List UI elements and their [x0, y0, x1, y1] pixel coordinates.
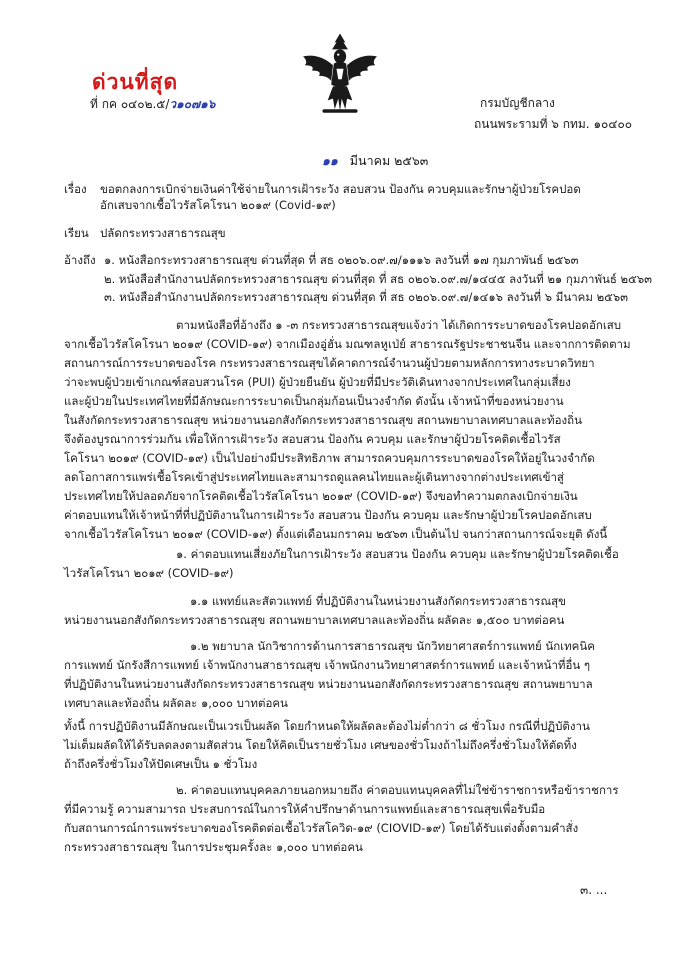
body-line: ที่มีความรู้ ความสามารถ ประสบการณ์ในการให้คำปรึกษาด้านการแพทย์และสาธารณสุขเพื่อรับมือ — [64, 802, 546, 816]
body-line: ถ้าถึงครึ่งชั่วโมงให้ปัดเศษเป็น ๑ ชั่วโมง — [64, 757, 258, 771]
body-line: ๑.๒ พยาบาล นักวิชาการด้านการสาธารณสุข นักวิทยาศาสตร์การแพทย์ นักเทคนิค — [190, 639, 595, 653]
urgent-stamp: ด่วนที่สุด — [92, 70, 179, 94]
reference-item: ๑. หนังสือกระทรวงสาธารณสุข ด่วนที่สุด ที่ สธ ๐๒๐๖.๐๙.๗/๑๑๑๖ ลงวันที่ ๑๗ กุมภาพันธ์ ๒๕๖๓ — [104, 253, 579, 267]
body-line: จากเชื้อไวรัสโคโรนา ๒๐๑๙ (COVID-๑๙) จากเมืองอู่ฮั่น มณฑลหูเป่ย์ สาธารณรัฐประชาชนจีน และจากการติดตาม — [64, 337, 631, 351]
body-line: โคโรนา ๒๐๑๙ (COVID-๑๙) เป็นไปอย่างมีประสิทธิภาพ สามารถควบคุมการระบาดของโรคให้อยู่ในวงจำกัด — [64, 451, 595, 465]
document-number-printed: ที่ กค ๐๔๐๒.๕/ — [90, 97, 170, 111]
subject-line-2: อักเสบจากเชื้อไวรัสโคโรนา ๒๐๑๙ (Covid-๑๙) — [100, 198, 336, 212]
body-line: ทั้งนี้ การปฏิบัติงานมีลักษณะเป็นเวรเป็นผลัด โดยกำหนดให้ผลัดละต้องไม่ต่ำกว่า ๘ ชั่วโมง กรณีที่ปฏิบัติงาน — [64, 719, 590, 733]
reference-item: ๒. หนังสือสำนักงานปลัดกระทรวงสาธารณสุข ด่วนที่สุด ที่ สธ ๐๒๐๖.๐๙.๗/๑๔๔๕ ลงวันที่ ๒๑ กุมภาพันธ์ ๒๕๖๓ — [104, 272, 653, 286]
subject-line-1: ขอตกลงการเบิกจ่ายเงินค่าใช้จ่ายในการเฝ้าระวัง สอบสวน ป้องกัน ควบคุมและรักษาผู้ป่วยโรคปอด — [100, 182, 581, 196]
document-number-handwritten: ว๑๐๗๑๖ — [169, 97, 216, 111]
document-number — [90, 95, 215, 114]
body-line: กระทรวงสาธารณสุข ในการประชุมครั้งละ ๑,๐๐๐ บาทต่อคน — [64, 840, 363, 854]
body-line: ไวรัสโคโรนา ๒๐๑๙ (COVID-๑๙) — [64, 566, 234, 580]
body-line: ลดโอกาสการแพร่เชื้อโรคเข้าสู่ประเทศไทยและสามารถดูแลคนไทยและผู้เดินทางจากต่างประเทศเข้าสู่ — [64, 470, 564, 484]
references-label: อ้างถึง — [64, 253, 96, 267]
subject-label: เรื่อง — [64, 182, 87, 196]
body-line: จากเชื้อไวรัสโคโรนา ๒๐๑๙ (COVID-๑๙) ตั้งแต่เดือนมกราคม ๒๕๖๓ เป็นต้นไป จนกว่าสถานการณ์จะยุติ ดังนี้ — [64, 527, 608, 541]
body-line: ค่าตอบแทนให้เจ้าหน้าที่ที่ปฏิบัติงานในการเฝ้าระวัง สอบสวน ป้องกัน ควบคุม และรักษาผู้ป่วยโรคปอดอักเสบ — [64, 508, 592, 522]
reference-item: ๓. หนังสือสำนักงานปลัดกระทรวงสาธารณสุข ด่วนที่สุด ที่ สธ ๐๒๐๖.๐๙.๗/๑๔๑๖ ลงวันที่ ๖ มีนาคม ๒๕๖๓ — [104, 290, 629, 304]
body-line: ๑.๑ แพทย์และสัตวแพทย์ ที่ปฏิบัติงานในหน่วยงานสังกัดกระทรวงสาธารณสุข — [190, 594, 567, 608]
date-month-year: มีนาคม ๒๕๖๓ — [349, 153, 429, 168]
body-line: ว่าจะพบผู้ป่วยเข้าเกณฑ์สอบสวนโรค (PUI) ผู้ป่วยยืนยัน ผู้ป่วยที่มีประวัติเดินทางจากประเทศในกลุ่มเสี่ยง — [64, 375, 571, 389]
continuation-mark: ๓. ... — [580, 883, 608, 897]
body-line: กับสถานการณ์การแพร่ระบาดของโรคติดต่อเชื้อไวรัสโควิด-๑๙ (CIOVID-๑๙) โดยได้รับแต่งตั้งตามคำสั่ง — [64, 821, 579, 835]
body-line: หน่วยงานนอกสังกัดกระทรวงสาธารณสุข สถานพยาบาลเทศบาลและท้องถิ่น ผลัดละ ๑,๕๐๐ บาทต่อคน — [64, 613, 565, 627]
body-line: สถานการณ์การระบาดของโรค กระทรวงสาธารณสุขได้คาดการณ์จำนวนผู้ป่วยตามหลักการทางระบาดวิทยา — [64, 356, 595, 370]
body-line: ไม่เต็มผลัดให้ได้รับลดลงตามสัดส่วน โดยให้คิดเป็นรายชั่วโมง เศษของชั่วโมงถ้าไม่ถึงครึ่งชั่วโมงให้ตัดทิ้ง — [64, 738, 577, 752]
recipient-text: ปลัดกระทรวงสาธารณสุข — [100, 226, 226, 240]
body-line: ๑. ค่าตอบแทนเสี่ยงภัยในการเฝ้าระวัง สอบสวน ป้องกัน ควบคุม และรักษาผู้ป่วยโรคติดเชื้อ — [176, 547, 619, 561]
body-line: ตามหนังสือที่อ้างถึง ๑ -๓ กระทรวงสาธารณสุขแจ้งว่า ได้เกิดการระบาดของโรคปอดอักเสบ — [176, 318, 622, 332]
date-day: ๑๑ — [322, 153, 338, 168]
body-line: ที่ปฏิบัติงานในหน่วยงานสังกัดกระทรวงสาธารณสุข หน่วยงานนอกสังกัดกระทรวงสาธารณสุข สถานพยาบาล — [64, 677, 593, 691]
sender-address: ถนนพระรามที่ ๖ กทม. ๑๐๔๐๐ — [474, 117, 633, 131]
body-line: ประเทศไทยให้ปลอดภัยจากโรคติดเชื้อไวรัสโคโรนา ๒๐๑๙ (COVID-๑๙) จึงขอทำความตกลงเบิกจ่ายเงิน — [64, 489, 578, 503]
recipient-label: เรียน — [64, 226, 89, 240]
body-line: จึงต้องบูรณาการร่วมกัน เพื่อให้การเฝ้าระวัง สอบสวน ป้องกัน ควบคุม และรักษาผู้ป่วยโรคติดเชื้อไวรัส — [64, 432, 561, 446]
letter-date — [322, 151, 428, 171]
sender-office: กรมบัญชีกลาง — [480, 96, 555, 110]
body-line: และผู้ป่วยในประเทศไทยที่มีลักษณะการระบาดเป็นกลุ่มก้อนเป็นวงจำกัด ดังนั้น เจ้าหน้าที่ของหน่วยงาน — [64, 394, 564, 408]
body-line: ในสังกัดกระทรวงสาธารณสุข หน่วยงานนอกสังกัดกระทรวงสาธารณสุข สถานพยาบาลเทศบาลและท้องถิ่น — [64, 413, 582, 427]
garuda-emblem-icon — [296, 30, 384, 118]
body-line: การแพทย์ นักรังสีการแพทย์ เจ้าพนักงานสาธารณสุข เจ้าพนักงานวิทยาศาสตร์การแพทย์ และเจ้าหน้าที่อื่น ๆ — [64, 658, 591, 672]
body-line: ๒. ค่าตอบแทนบุคคลภายนอกหมายถึง ค่าตอบแทนบุคคลที่ไม่ใช่ข้าราชการหรือข้าราชการ — [176, 783, 619, 797]
body-line: เทศบาลและท้องถิ่น ผลัดละ ๑,๐๐๐ บาทต่อคน — [64, 696, 288, 710]
